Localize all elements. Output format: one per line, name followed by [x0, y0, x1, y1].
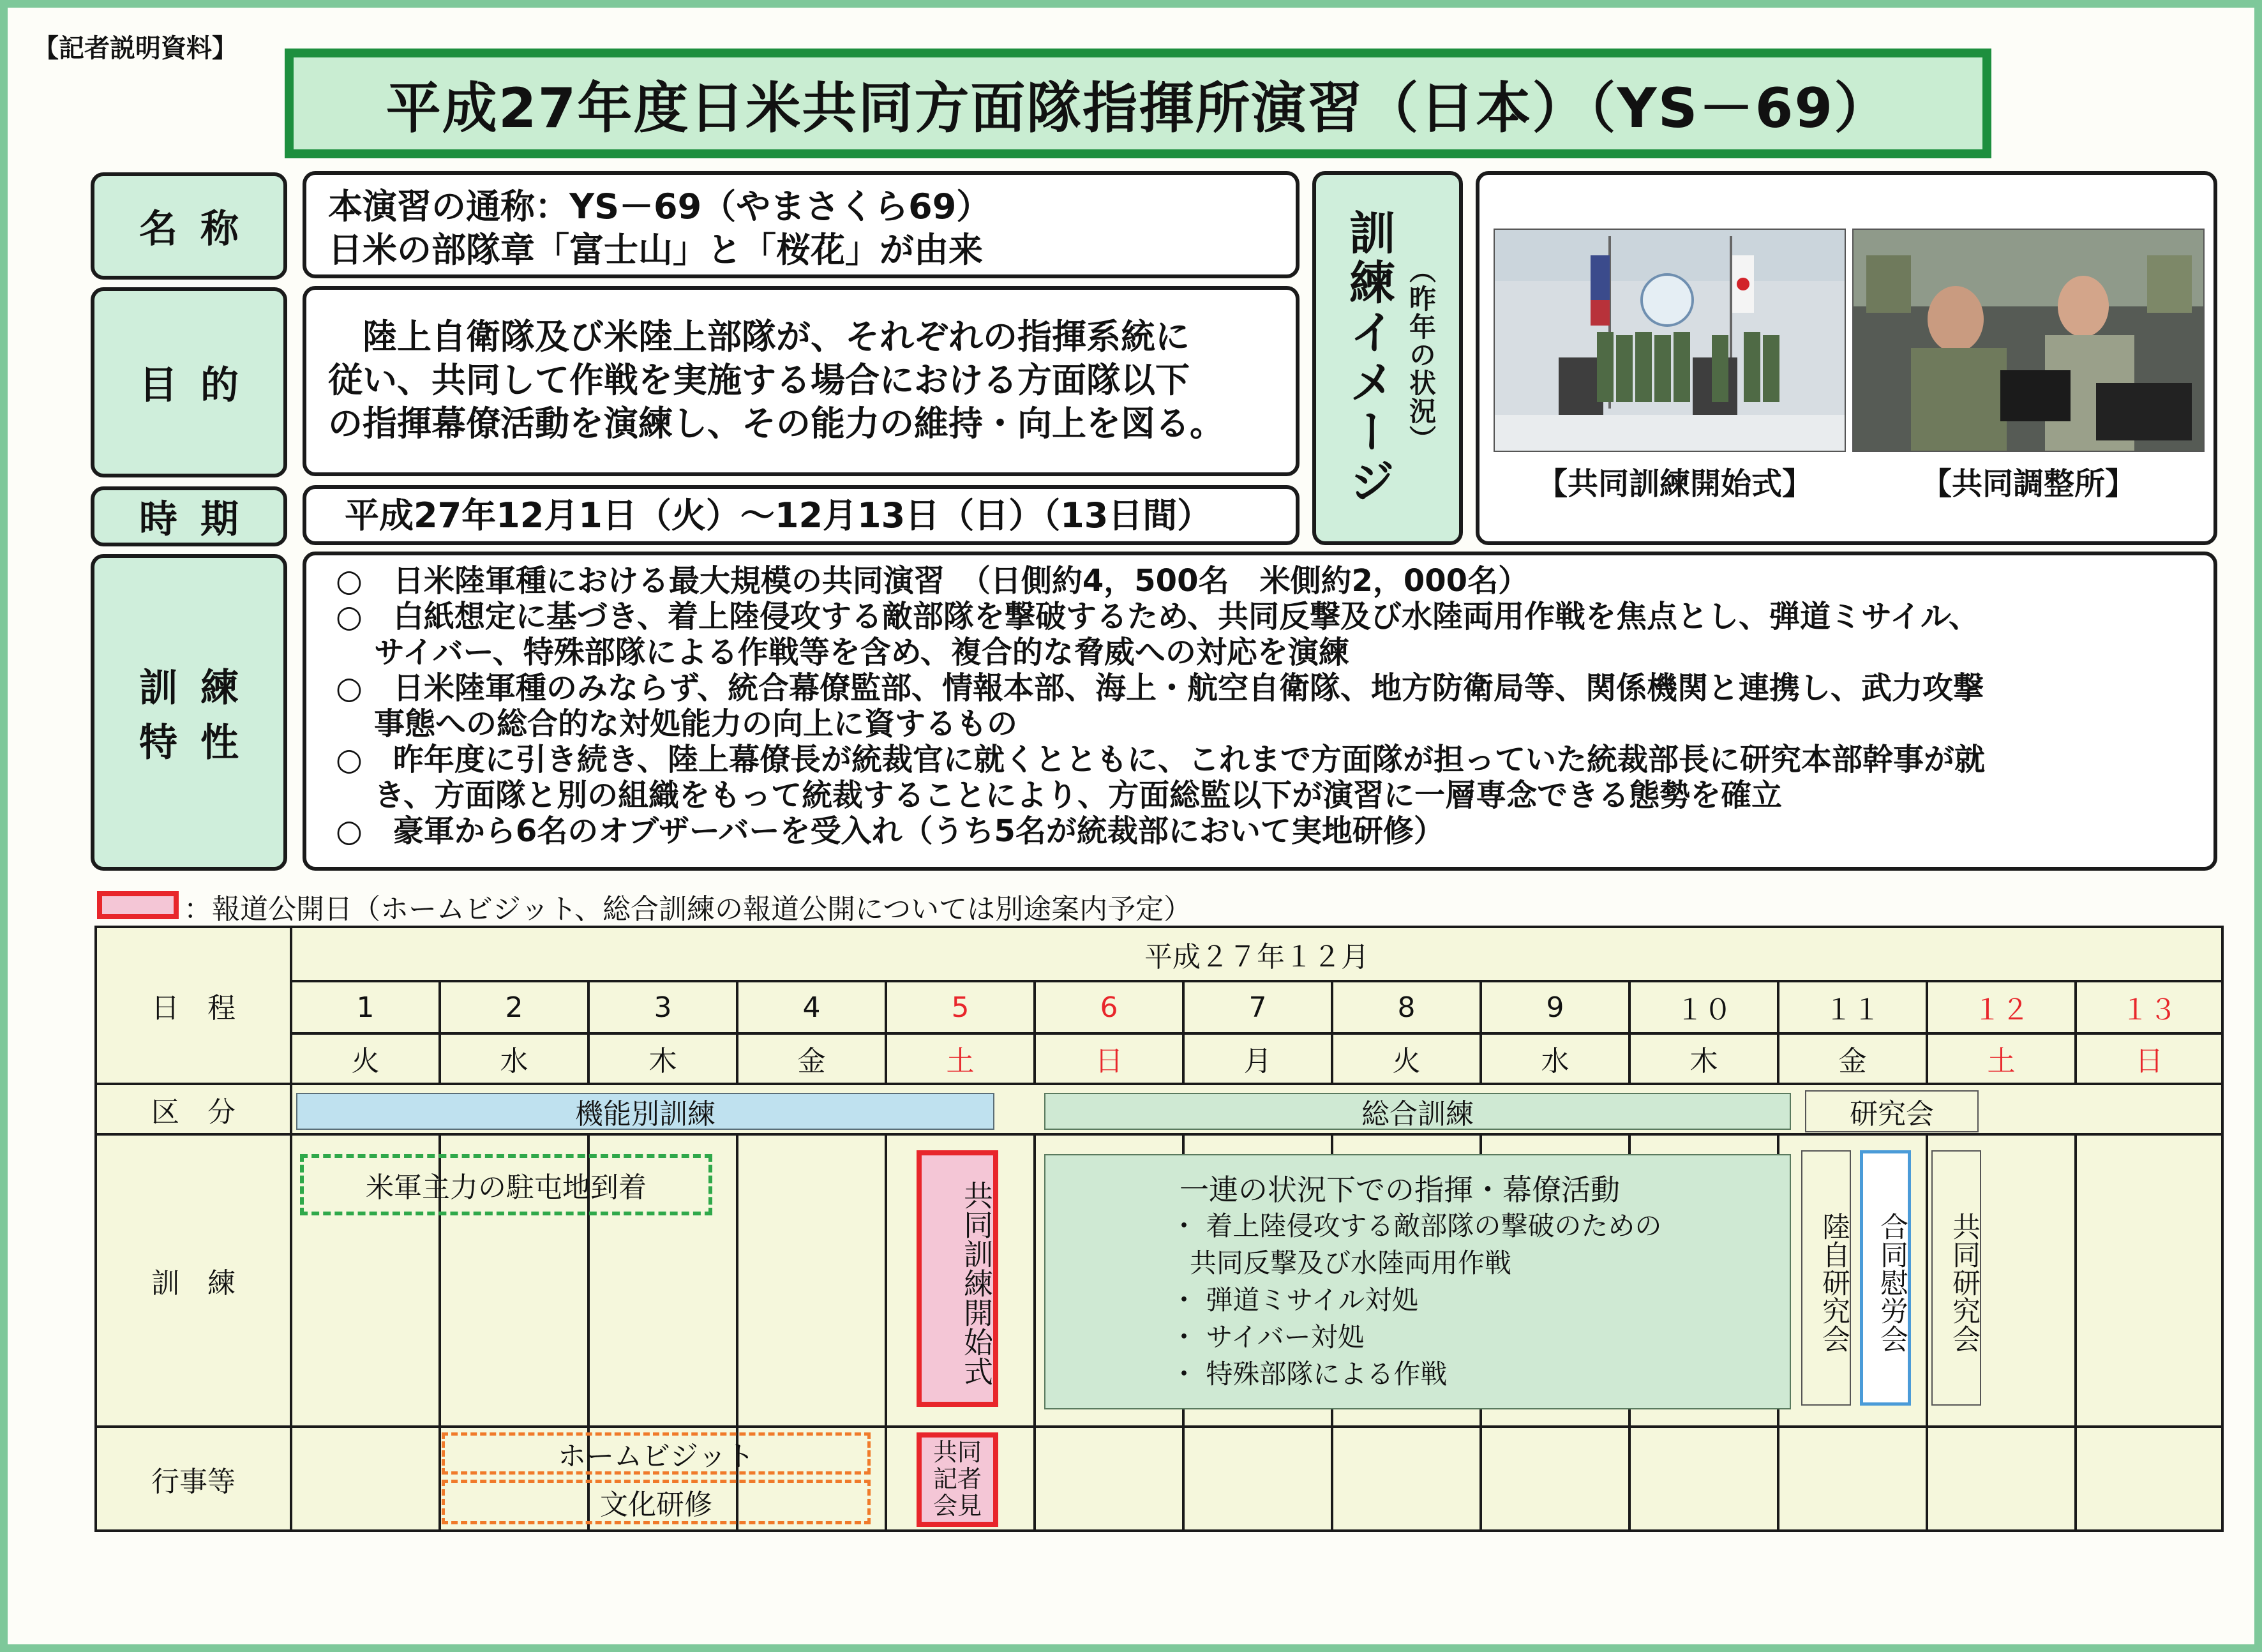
weekday-8: 火: [1332, 1033, 1481, 1084]
training-image-sub: （昨年の状況）: [1405, 257, 1437, 453]
integrated-item-4: ・ 特殊部隊による作戦: [1171, 1358, 1448, 1390]
coordination-center-photo: [1852, 229, 2205, 452]
integrated-training-heading: 一連の状況下での指揮・幕僚活動: [1180, 1173, 1620, 1207]
weekday-5: 土: [886, 1033, 1035, 1084]
name-line-1: 本演習の通称：YS－69（やまさくら69）: [328, 186, 991, 227]
char-line-4: ○ 日米陸軍種のみならず、統合幕僚監部、情報本部、海上・航空自衛隊、地方防衛局等、関係機関と連携し、武力攻撃: [336, 670, 1984, 706]
document-label: 【記者説明資料】: [33, 34, 237, 63]
month-header: 平成２７年１２月: [291, 927, 2222, 981]
gsdf-study-session: 陸自研究会: [1801, 1150, 1851, 1406]
study-session-bar: 研究会: [1805, 1090, 1979, 1132]
press-day-legend-swatch: [97, 891, 179, 919]
us-main-force-arrival: 米軍主力の駐屯地到着: [300, 1154, 712, 1215]
page-title: 平成27年度日米共同方面隊指揮所演習（日本）（YS－69）: [386, 77, 1891, 140]
day-1: 1: [291, 981, 440, 1033]
weekday-9: 水: [1481, 1033, 1629, 1084]
label-period: 時期: [91, 486, 287, 546]
label-characteristics: [91, 554, 287, 871]
char-line-8: ○ 豪軍から6名のオブザーバーを受入れ（うち5名が統裁部において実地研修）: [336, 813, 1444, 849]
press-day-legend-text: ：報道公開日（ホームビジット、総合訓練の報道公開については別途案内予定）: [184, 893, 1192, 926]
joint-appreciation-party: 合同慰労会: [1860, 1150, 1911, 1406]
label-name: 名称: [91, 172, 287, 280]
opening-ceremony-photo: [1494, 229, 1846, 452]
char-line-5: 事態への総合的な対処能力の向上に資するもの: [374, 706, 1018, 742]
purpose-line-3: の指揮幕僚活動を演練し、その能力の維持・向上を図る。: [328, 403, 1224, 444]
char-line-3: サイバー、特殊部隊による作戦等を含め、複合的な脅威への対応を演練: [374, 635, 1349, 670]
integrated-training-bar: 総合訓練: [1044, 1093, 1791, 1130]
integrated-item-3: ・ サイバー対処: [1171, 1321, 1365, 1353]
weekday-7: 月: [1183, 1033, 1332, 1084]
integrated-item-2: ・ 弾道ミサイル対処: [1171, 1284, 1419, 1316]
cultural-study: 文化研修: [442, 1480, 871, 1524]
integrated-training-details: [1044, 1154, 1791, 1409]
weekday-1: 火: [291, 1033, 440, 1084]
char-line-1: ○ 日米陸軍種における最大規模の共同演習 （日側約4，500名 米側約2，000名）: [336, 563, 1529, 599]
day-12: １２: [1927, 981, 2076, 1033]
weekday-2: 水: [440, 1033, 588, 1084]
name-line-2: 日米の部隊章「富士山」と「桜花」が由来: [328, 230, 983, 270]
integrated-item-1: ・ 着上陸侵攻する敵部隊の撃破のための: [1171, 1210, 1662, 1242]
weekday-12: 土: [1927, 1033, 2076, 1084]
day-9: 9: [1481, 981, 1629, 1033]
day-10: １０: [1629, 981, 1778, 1033]
characteristics-box: [303, 552, 2217, 871]
purpose-box: [303, 286, 1300, 476]
day-5: 5: [886, 981, 1035, 1033]
name-box: [303, 171, 1300, 278]
training-image-box: [1476, 171, 2217, 545]
press-conference-line-3: 会見: [933, 1492, 982, 1520]
row-header-category: 区 分: [96, 1084, 291, 1134]
press-conference-line-1: 共同: [933, 1438, 982, 1466]
weekday-10: 木: [1629, 1033, 1778, 1084]
coordination-center-caption: 【共同調整所】: [1921, 466, 2136, 502]
day-3: 3: [588, 981, 737, 1033]
purpose-line-2: 従い、共同して作戦を実施する場合における方面隊以下: [328, 360, 1190, 400]
label-purpose: 目的: [91, 287, 287, 477]
day-13: １３: [2076, 981, 2222, 1033]
integrated-training-items: [1171, 1208, 1661, 1393]
row-header-events: 行事等: [96, 1427, 291, 1531]
day-6: 6: [1035, 981, 1183, 1033]
title-banner: [285, 49, 1991, 158]
row-header-training: 訓 練: [96, 1134, 291, 1427]
day-11: １１: [1778, 981, 1927, 1033]
char-line-2: ○ 白紙想定に基づき、着上陸侵攻する敵部隊を撃破するため、共同反撃及び水陸両用作戦を焦点とし、弾道ミサイル、: [336, 599, 1979, 635]
day-2: 2: [440, 981, 588, 1033]
joint-press-conference: [917, 1432, 998, 1527]
training-image-title: 訓練イメージ: [1342, 209, 1395, 507]
press-conference-line-2: 記者: [933, 1465, 982, 1493]
weekday-11: 金: [1778, 1033, 1927, 1084]
row-header-schedule: 日 程: [96, 927, 291, 1084]
weekday-3: 木: [588, 1033, 737, 1084]
period-box: [303, 485, 1300, 545]
joint-study-session: 共同研究会: [1931, 1150, 1981, 1406]
weekday-6: 日: [1035, 1033, 1183, 1084]
day-4: 4: [737, 981, 886, 1033]
home-visit: ホームビジット: [442, 1432, 871, 1475]
weekday-13: 日: [2076, 1033, 2222, 1084]
opening-ceremony-caption: 【共同訓練開始式】: [1536, 466, 1813, 502]
label-characteristics-line-1: 訓練: [139, 666, 262, 710]
label-training-image: [1312, 171, 1463, 545]
period-text: 平成27年12月1日（火）～12月13日（日）（13日間）: [345, 495, 1212, 536]
day-8: 8: [1332, 981, 1481, 1033]
char-line-7: き、方面隊と別の組織をもって統裁することにより、方面総監以下が演習に一層専念できる態勢を確立: [374, 777, 1783, 813]
char-line-6: ○ 昨年度に引き続き、陸上幕僚長が統裁官に就くとともに、これまで方面隊が担っていた統裁部長に研究本部幹事が就: [336, 742, 1985, 777]
integrated-item-1b: 共同反撃及び水陸両用作戦: [1190, 1247, 1512, 1279]
day-7: 7: [1183, 981, 1332, 1033]
label-characteristics-line-2: 特性: [139, 721, 262, 765]
joint-training-opening-ceremony: 共同訓練開始式: [917, 1150, 998, 1407]
functional-training-bar: 機能別訓練: [296, 1093, 994, 1130]
purpose-line-1: 陸上自衛隊及び米陸上部隊が、それぞれの指揮系統に: [363, 317, 1190, 357]
weekday-4: 金: [737, 1033, 886, 1084]
